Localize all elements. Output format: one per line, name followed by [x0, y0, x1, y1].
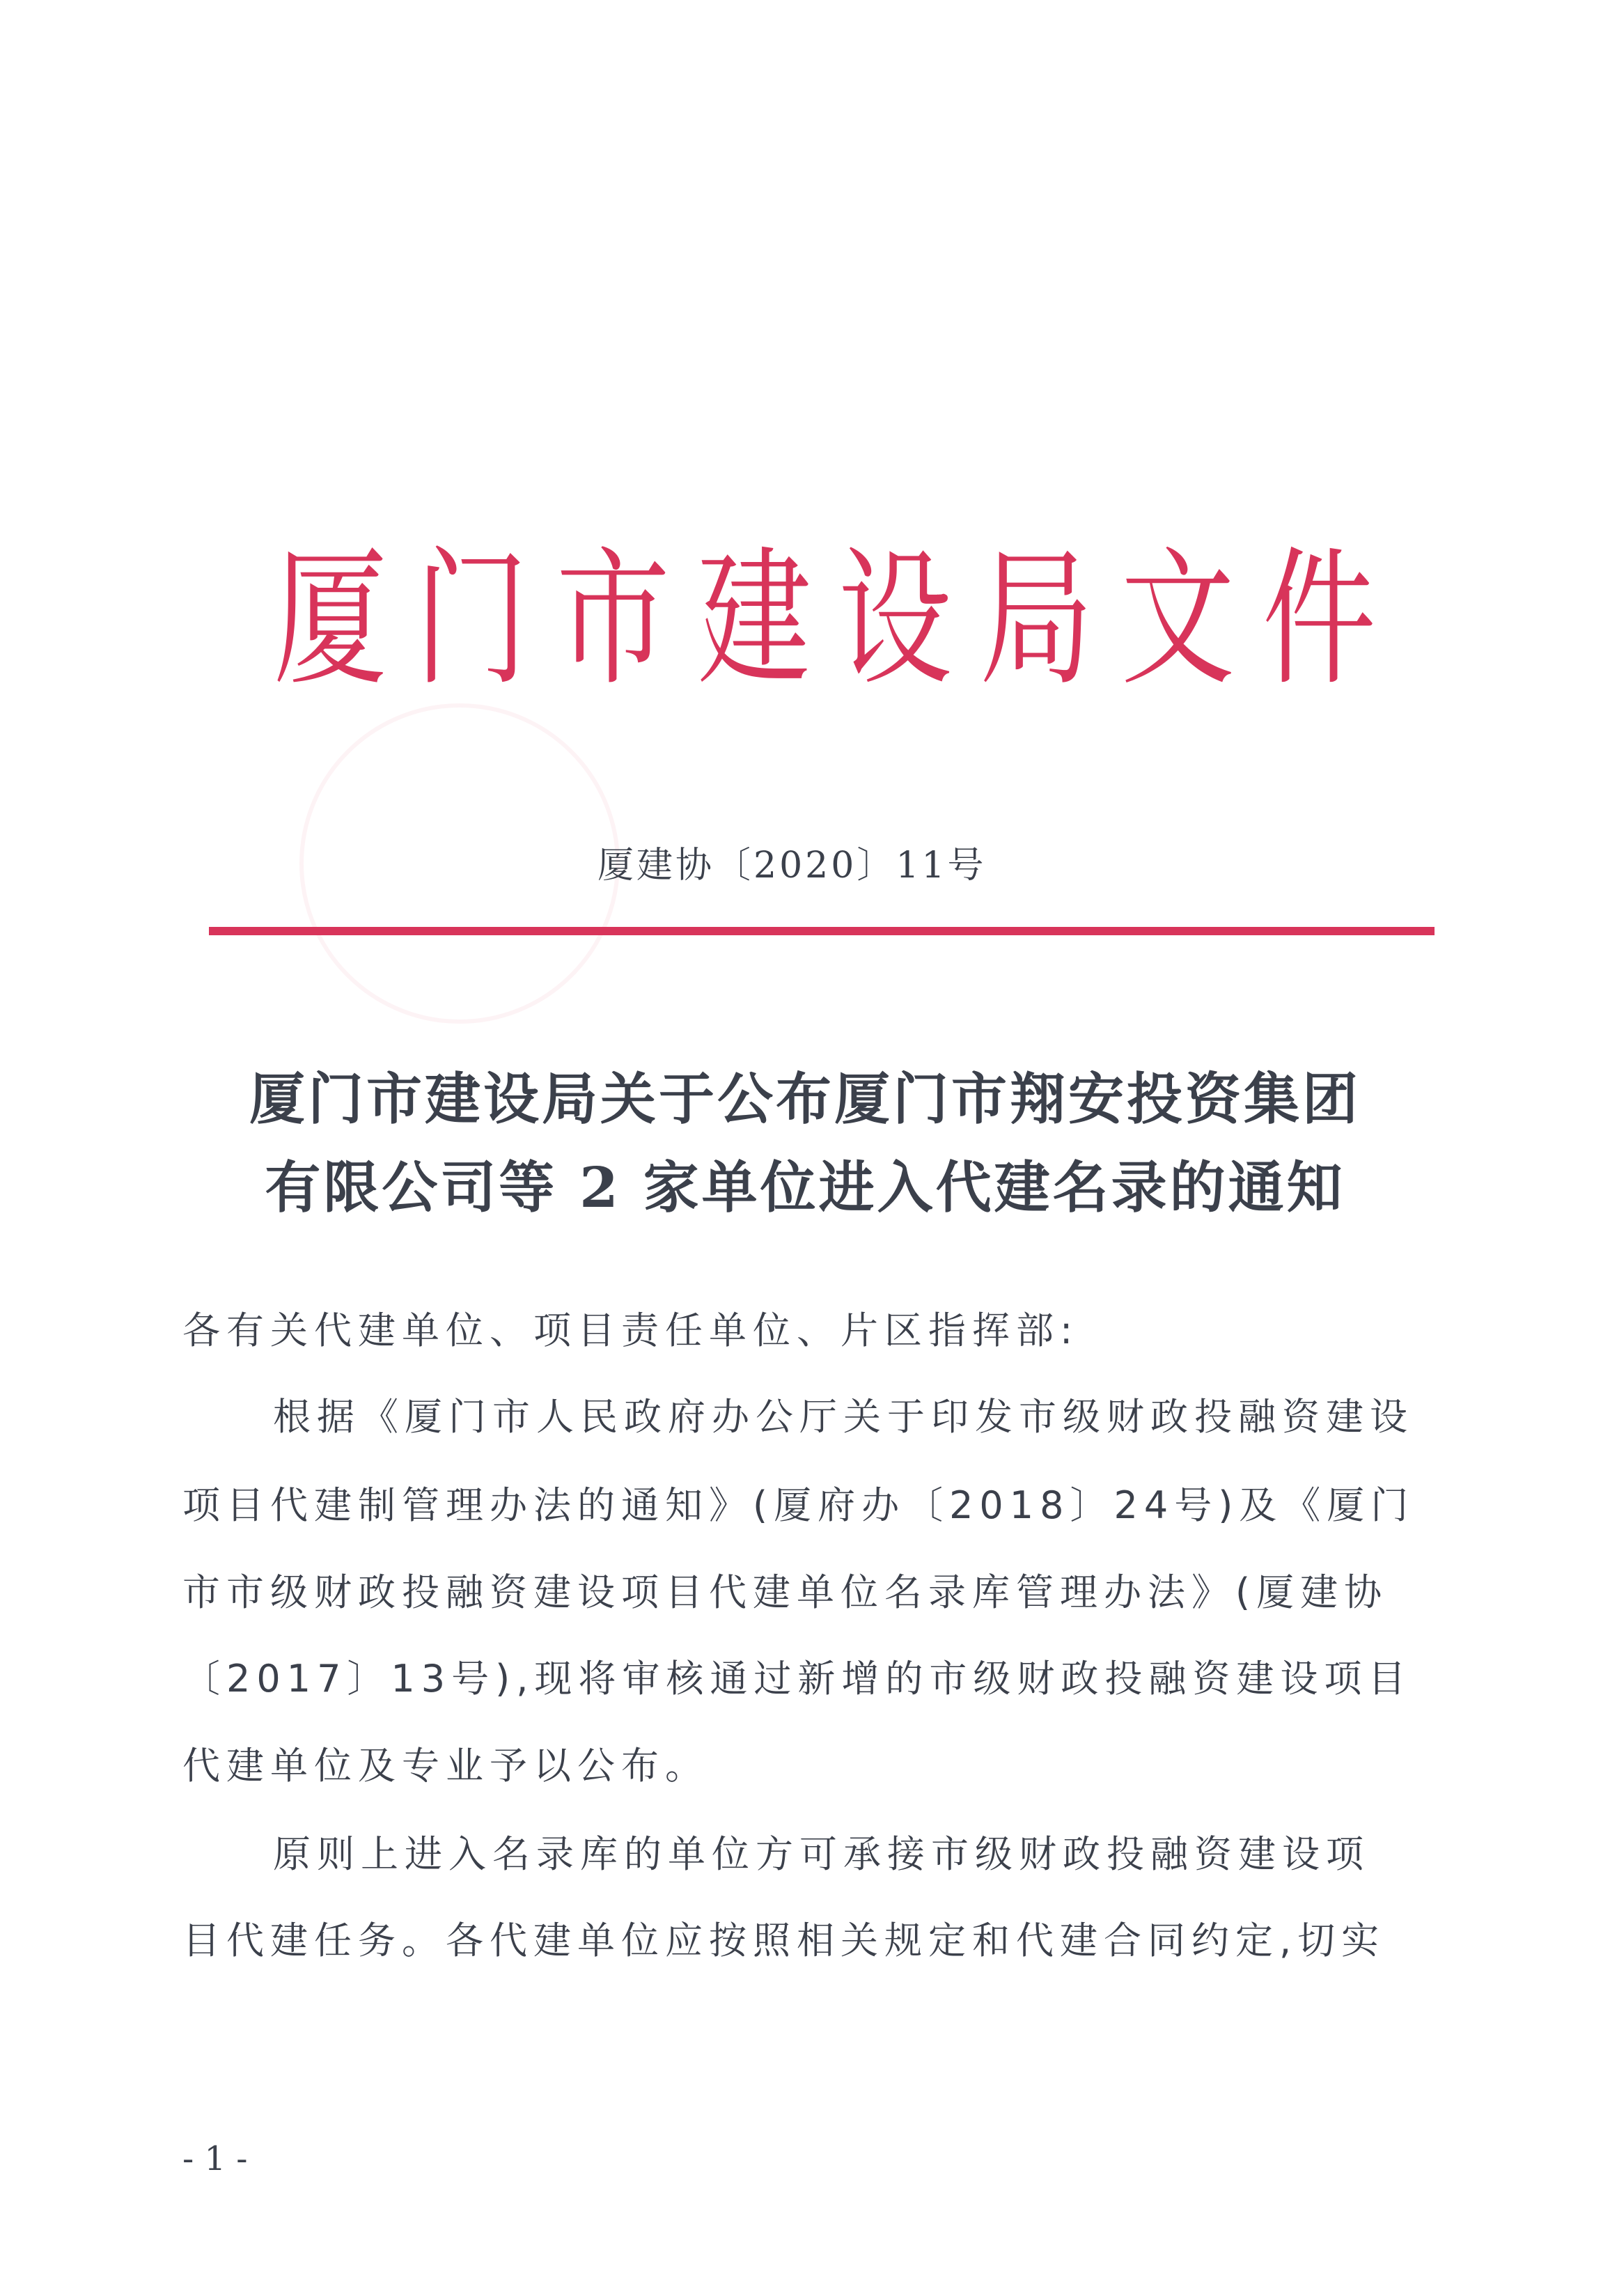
masthead-char: 门 — [414, 533, 529, 706]
body-line: 原则上进入名录库的单位方可承接市级财政投融资建设项 — [273, 1832, 1370, 1876]
document-title-line-1: 厦门市建设局关于公布厦门市翔安投资集团 — [249, 1066, 1361, 1132]
body-line: 根据《厦门市人民政府办公厅关于印发市级财政投融资建设 — [273, 1395, 1414, 1439]
masthead-char: 建 — [697, 533, 811, 706]
masthead-red-header — [265, 533, 1379, 706]
masthead-char: 厦 — [273, 533, 388, 706]
body-line: 代建单位及专业予以公布。 — [182, 1744, 709, 1788]
body-line: 〔2017〕13号),现将审核通过新增的市级财政投融资建设项目 — [182, 1657, 1412, 1701]
document-number: 厦建协〔2020〕11号 — [597, 845, 987, 887]
document-title-line-2: 有限公司等 2 家单位进入代建名录的通知 — [265, 1155, 1345, 1220]
seal-stamp-ghost — [299, 703, 620, 1024]
body-line: 市市级财政投融资建设项目代建单位名录库管理办法》(厦建协 — [182, 1570, 1389, 1614]
body-line: 目代建任务。各代建单位应按照相关规定和代建合同约定,切实 — [182, 1919, 1386, 1962]
body-line: 项目代建制管理办法的通知》(厦府办〔2018〕24号)及《厦门 — [182, 1483, 1415, 1527]
page-number: - 1 - — [182, 2139, 248, 2178]
masthead-char: 文 — [1120, 533, 1235, 706]
red-separator-line — [209, 927, 1435, 935]
masthead-char: 局 — [979, 533, 1094, 706]
salutation: 各有关代建单位、项目责任单位、片区指挥部: — [182, 1309, 1079, 1352]
masthead-char: 市 — [556, 533, 670, 706]
masthead-char: 件 — [1262, 533, 1376, 706]
masthead-char: 设 — [838, 533, 953, 706]
